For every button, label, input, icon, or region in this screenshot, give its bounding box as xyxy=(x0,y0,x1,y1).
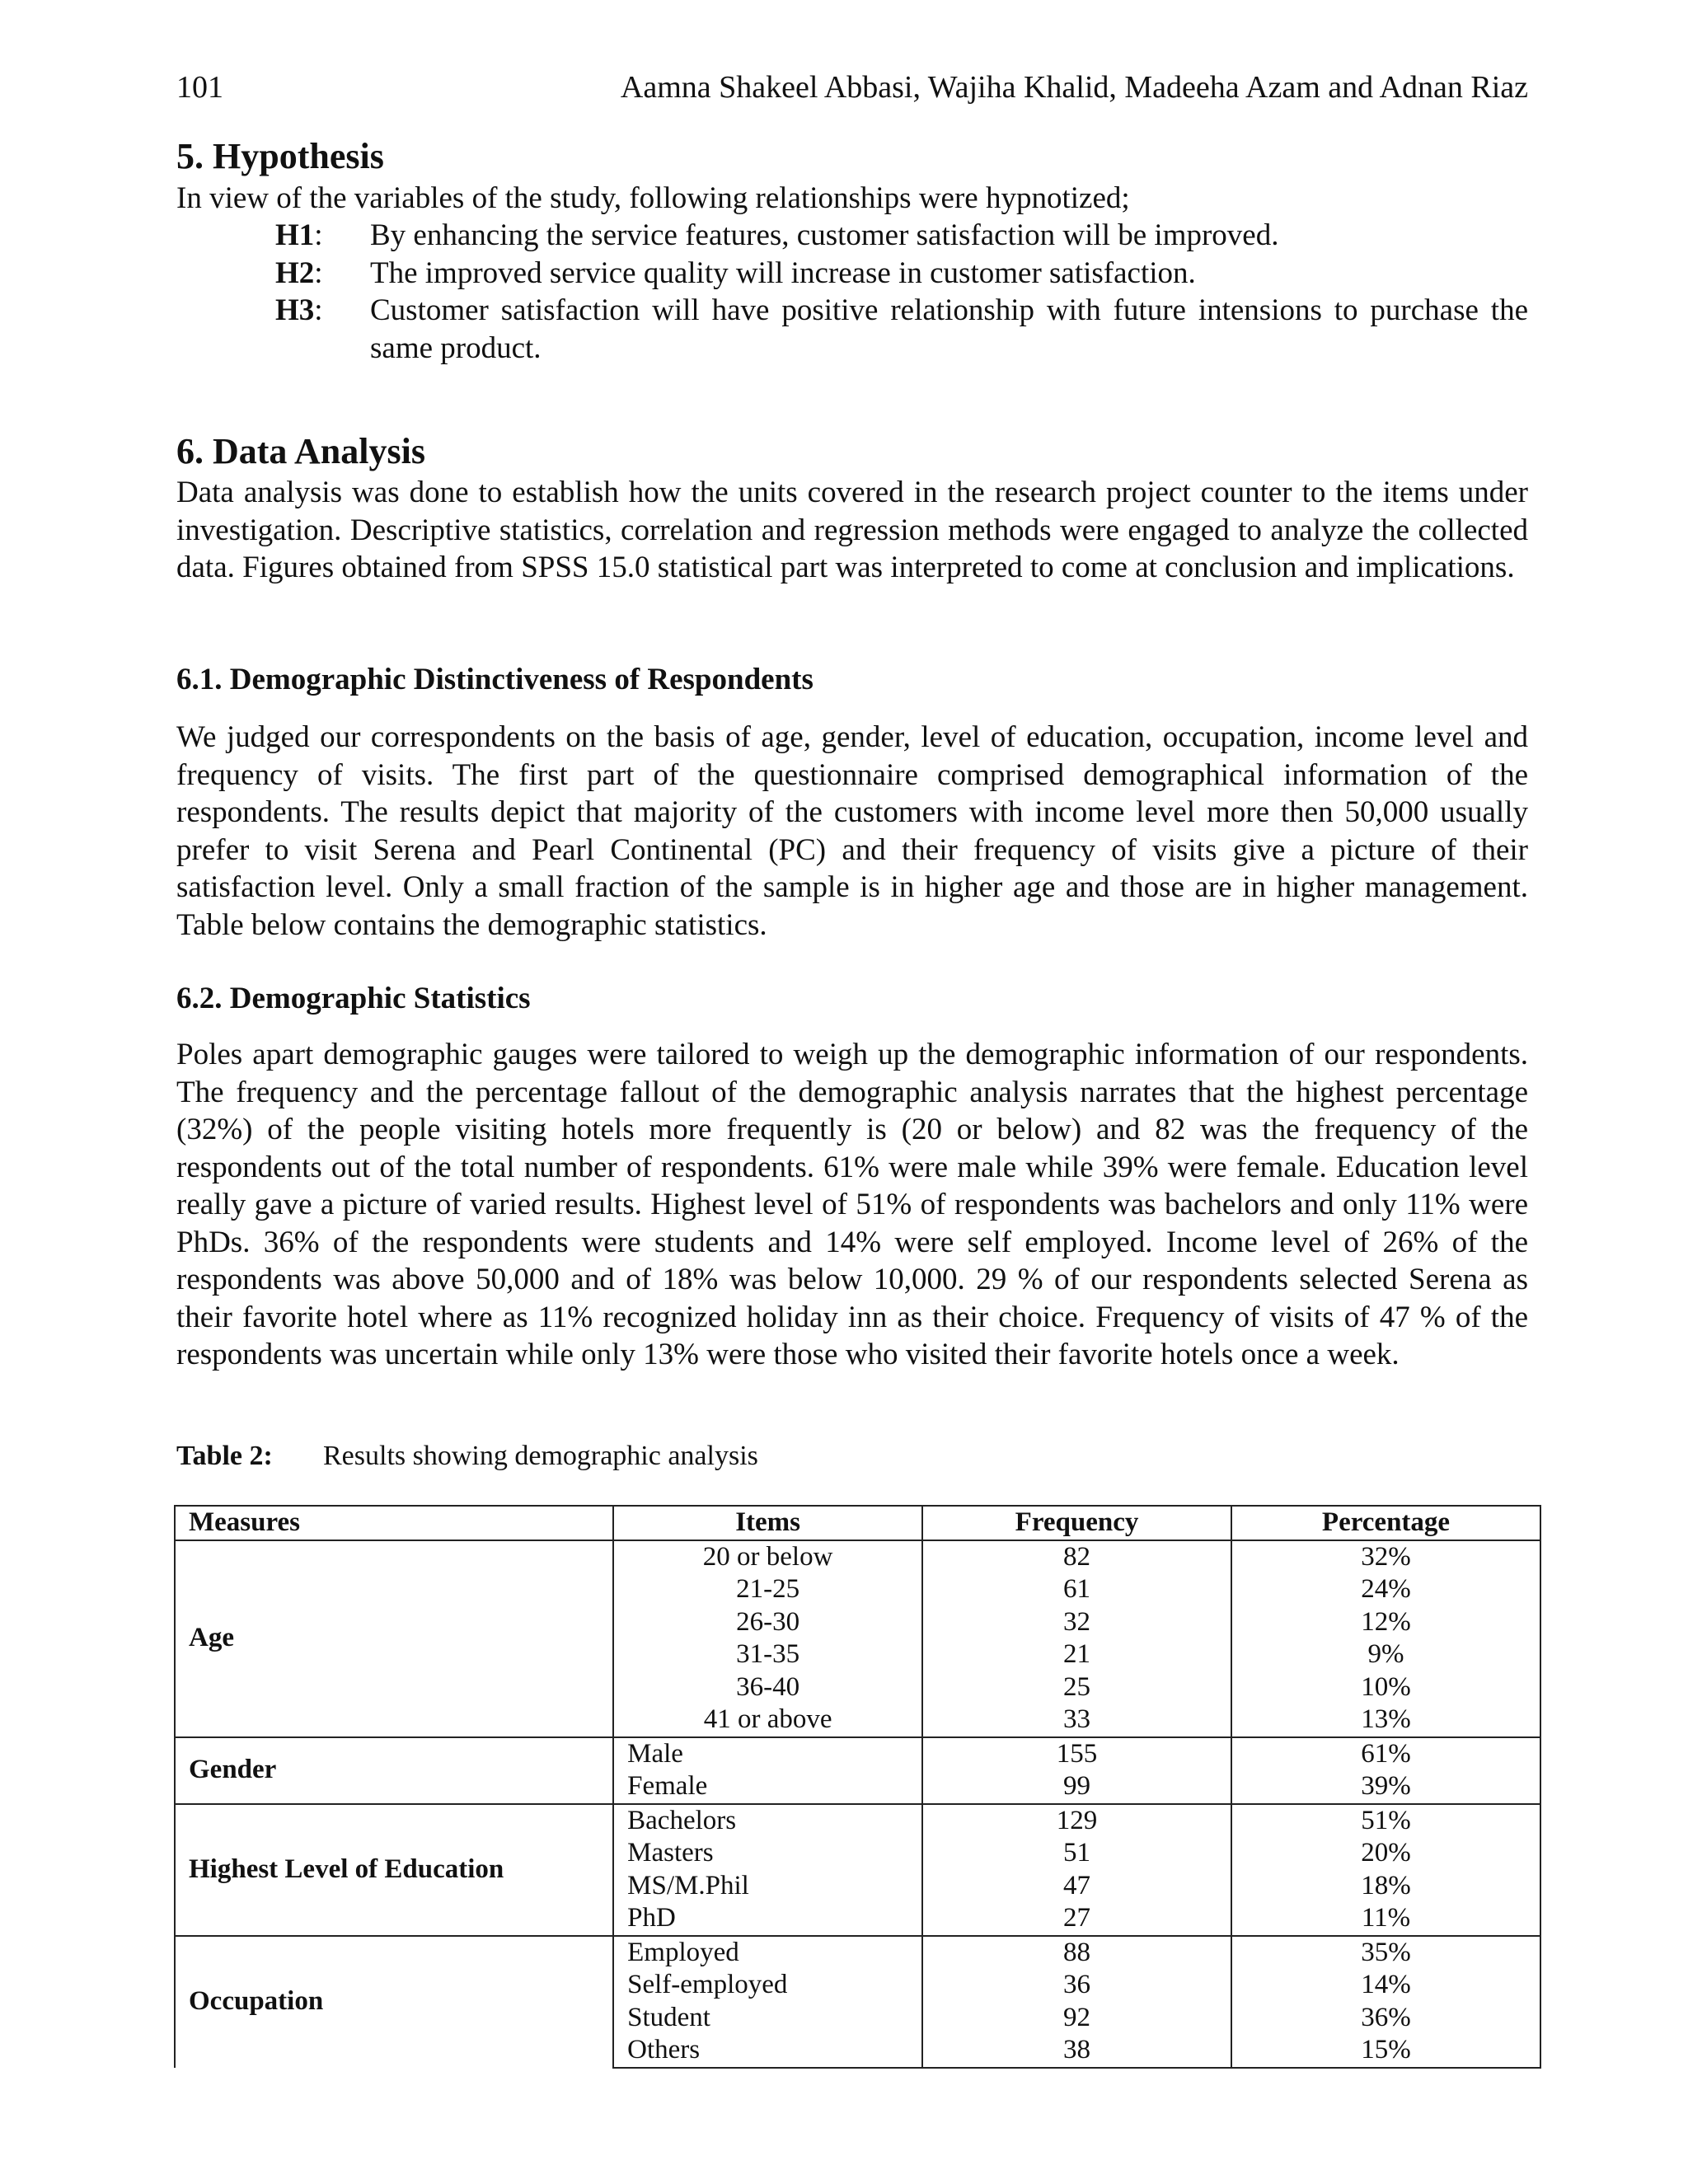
item-cell: PhD xyxy=(613,1902,922,1936)
table-row xyxy=(175,1804,1540,1838)
hypothesis-text: The improved service quality will increase in customer satisfaction. xyxy=(370,255,1196,290)
hypothesis-text: By enhancing the service features, customer satisfaction will be improved. xyxy=(370,218,1279,252)
header-measures: Measures xyxy=(175,1506,613,1540)
item-cell: Masters xyxy=(613,1837,922,1870)
percentage-cell: 32% xyxy=(1231,1540,1540,1574)
running-head xyxy=(176,69,1528,105)
item-cell: Male xyxy=(613,1737,922,1771)
subsection-title-6-2: 6.2. Demographic Statistics xyxy=(176,982,531,1015)
hypothesis-list xyxy=(275,217,1528,367)
percentage-cell: 35% xyxy=(1231,1936,1540,1970)
item-cell: 21-25 xyxy=(613,1573,922,1606)
table-caption-label: Table 2: xyxy=(176,1441,273,1471)
percentage-cell: 36% xyxy=(1231,2002,1540,2035)
hypothesis-item: H3: Customer satisfaction will have positive relationship with future intensions to purchase the same product. xyxy=(275,292,1528,367)
item-cell: 41 or above xyxy=(613,1704,922,1737)
item-cell: Employed xyxy=(613,1936,922,1970)
header-frequency: Frequency xyxy=(922,1506,1231,1540)
hypothesis-label: H2 xyxy=(275,255,315,290)
frequency-cell: 33 xyxy=(922,1704,1231,1737)
frequency-cell: 38 xyxy=(922,2034,1231,2068)
hypothesis-label: H1 xyxy=(275,218,315,252)
item-cell: Self-employed xyxy=(613,1969,922,2002)
percentage-cell: 12% xyxy=(1231,1606,1540,1639)
subsection-6-1-body: We judged our correspondents on the basis of age, gender, level of education, occupation, income level and frequency of visits. The first part of the questionnaire comprised demographical information of the respondents. The results depict that majority of the customers with income level more then 50,000 usually prefer to visit Serena and Pearl Continental (PC) and their frequency of visits give a picture of their satisfaction level. Only a small fraction of the sample is in higher age and those are in higher management. Table below contains the demographic statistics. xyxy=(176,720,1528,942)
frequency-cell: 99 xyxy=(922,1770,1231,1804)
table-header-row xyxy=(175,1506,1540,1540)
frequency-cell: 51 xyxy=(922,1837,1231,1870)
percentage-cell: 11% xyxy=(1231,1902,1540,1936)
percentage-cell: 20% xyxy=(1231,1837,1540,1870)
section-title-data-analysis: 6. Data Analysis xyxy=(176,431,425,471)
item-cell: Female xyxy=(613,1770,922,1804)
percentage-cell: 15% xyxy=(1231,2034,1540,2068)
percentage-cell: 61% xyxy=(1231,1737,1540,1771)
item-cell: Student xyxy=(613,2002,922,2035)
item-cell: 26-30 xyxy=(613,1606,922,1639)
percentage-cell: 14% xyxy=(1231,1969,1540,2002)
percentage-cell: 24% xyxy=(1231,1573,1540,1606)
item-cell: 20 or below xyxy=(613,1540,922,1574)
measure-cell: Occupation xyxy=(175,1936,613,2068)
percentage-cell: 9% xyxy=(1231,1638,1540,1671)
frequency-cell: 36 xyxy=(922,1969,1231,2002)
frequency-cell: 92 xyxy=(922,2002,1231,2035)
item-cell: Others xyxy=(613,2034,922,2068)
hypothesis-item: H1: By enhancing the service features, customer satisfaction will be improved. xyxy=(275,217,1528,255)
hypothesis-item: H2: The improved service quality will increase in customer satisfaction. xyxy=(275,255,1528,293)
subsection-title-6-1: 6.1. Demographic Distinctiveness of Respondents xyxy=(176,663,814,696)
page-number: 101 xyxy=(176,70,223,105)
table-row xyxy=(175,1936,1540,1970)
table-row xyxy=(175,1540,1540,1574)
frequency-cell: 88 xyxy=(922,1936,1231,1970)
percentage-cell: 13% xyxy=(1231,1704,1540,1737)
hypothesis-intro: In view of the variables of the study, following relationships were hypnotized; xyxy=(176,181,1130,215)
frequency-cell: 82 xyxy=(922,1540,1231,1574)
frequency-cell: 129 xyxy=(922,1804,1231,1838)
frequency-cell: 61 xyxy=(922,1573,1231,1606)
table-row xyxy=(175,1737,1540,1771)
item-cell: MS/M.Phil xyxy=(613,1870,922,1903)
frequency-cell: 27 xyxy=(922,1902,1231,1936)
hypothesis-text: Customer satisfaction will have positive relationship with future intensions to purchase the same product. xyxy=(370,293,1528,365)
frequency-cell: 21 xyxy=(922,1638,1231,1671)
measure-cell: Highest Level of Education xyxy=(175,1804,613,1936)
subsection-6-2-body: Poles apart demographic gauges were tailored to weigh up the demographic information of our respondents. The frequency and the percentage fallout of the demographic analysis narrates that the highest percentage (32%) of the people visiting hotels more frequently is (20 or below) and 82 was the frequency of the respondents out of the total number of respondents. 61% were male while 39% were female. Education level really gave a picture of varied results. Highest level of 51% of respondents was bachelors and only 11% were PhDs. 36% of the respondents were students and 14% were self employed. Income level of 26% of the respondents was above 50,000 and of 18% was below 10,000. 29 % of our respondents selected Serena as their favorite hotel where as 11% recognized holiday inn as their choice. Frequency of visits of 47 % of the respondents was uncertain while only 13% were those who visited their favorite hotels once a week. xyxy=(176,1038,1528,1371)
hypothesis-label: H3 xyxy=(275,293,315,327)
data-analysis-body: Data analysis was done to establish how the units covered in the research project counter to the items under investigation. Descriptive statistics, correlation and regression methods were engaged to analyze the collected data. Figures obtained from SPSS 15.0 statistical part was interpreted to come at conclusion and implications. xyxy=(176,476,1528,584)
table-caption-text: Results showing demographic analysis xyxy=(323,1441,758,1471)
frequency-cell: 25 xyxy=(922,1671,1231,1704)
header-items: Items xyxy=(613,1506,922,1540)
table-caption xyxy=(176,1441,758,1472)
frequency-cell: 155 xyxy=(922,1737,1231,1771)
item-cell: 36-40 xyxy=(613,1671,922,1704)
percentage-cell: 18% xyxy=(1231,1870,1540,1903)
frequency-cell: 32 xyxy=(922,1606,1231,1639)
demographic-table xyxy=(174,1505,1541,2069)
section-title-hypothesis: 5. Hypothesis xyxy=(176,136,384,176)
item-cell: 31-35 xyxy=(613,1638,922,1671)
percentage-cell: 10% xyxy=(1231,1671,1540,1704)
author-list: Aamna Shakeel Abbasi, Wajiha Khalid, Madeeha Azam and Adnan Riaz xyxy=(620,70,1528,105)
measure-cell: Age xyxy=(175,1540,613,1737)
percentage-cell: 39% xyxy=(1231,1770,1540,1804)
percentage-cell: 51% xyxy=(1231,1804,1540,1838)
measure-cell: Gender xyxy=(175,1737,613,1804)
item-cell: Bachelors xyxy=(613,1804,922,1838)
frequency-cell: 47 xyxy=(922,1870,1231,1903)
header-percentage: Percentage xyxy=(1231,1506,1540,1540)
